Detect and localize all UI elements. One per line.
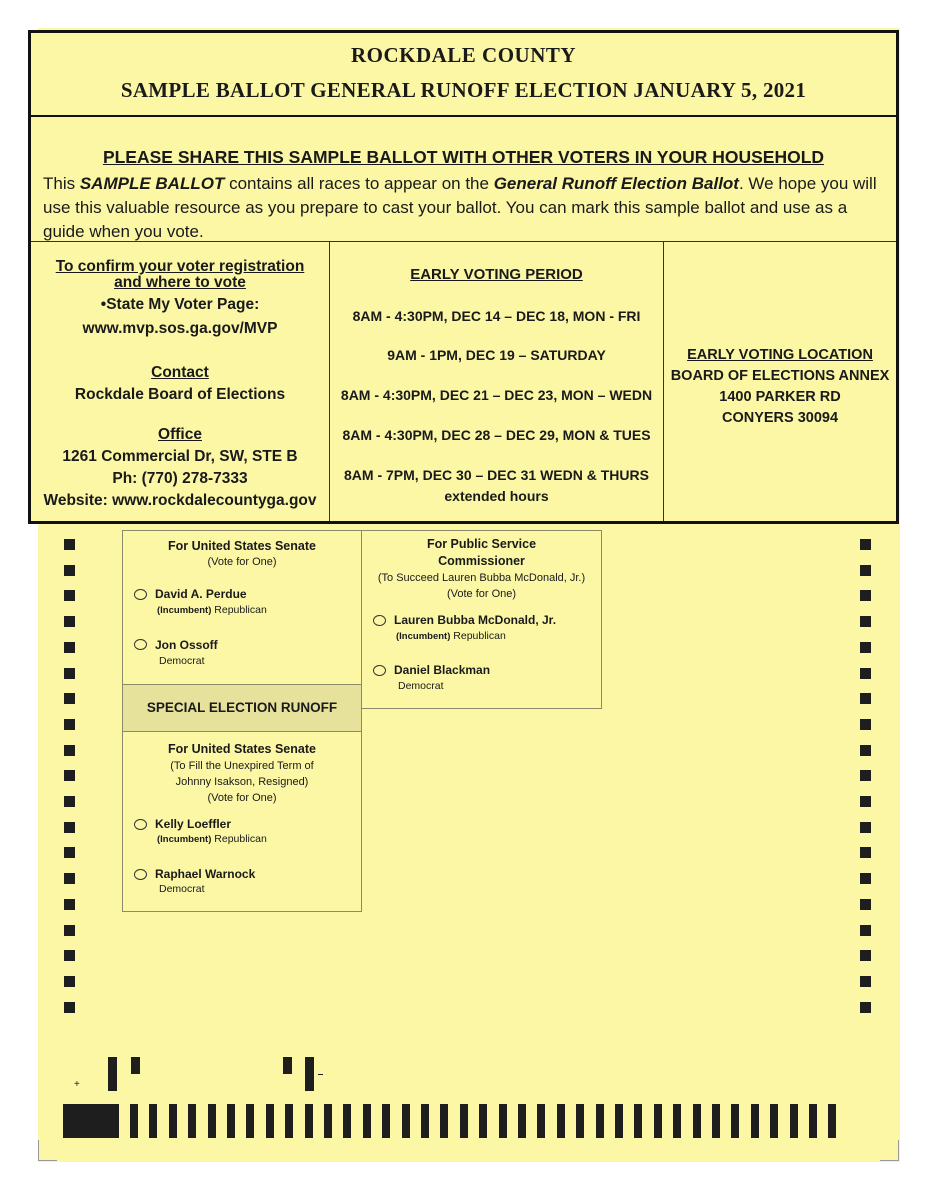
special-senate-contest	[122, 731, 362, 912]
timing-mark	[64, 565, 75, 576]
voting-period: 9AM - 1PM, DEC 19 – SATURDAY	[387, 347, 606, 363]
location-name: BOARD OF ELECTIONS ANNEX	[670, 368, 890, 384]
vote-instruction: (Vote for One)	[207, 792, 277, 804]
barcode-bar	[479, 1104, 487, 1138]
early-voting-heading: EARLY VOTING PERIOD	[410, 266, 583, 283]
barcode-bar	[615, 1104, 623, 1138]
barcode-bar	[693, 1104, 701, 1138]
barcode-bar	[343, 1104, 351, 1138]
intro-text-1: This	[43, 174, 80, 193]
timing-mark	[860, 796, 871, 807]
intro-paragraph	[43, 172, 878, 244]
registration-heading-1: To confirm your voter registration	[55, 258, 305, 275]
timing-mark	[860, 745, 871, 756]
candidate-name: Kelly Loeffler	[155, 817, 232, 831]
candidate-name: Jon Ossoff	[155, 638, 218, 652]
voting-period: 8AM - 7PM, DEC 30 – DEC 31 WEDN & THURS	[344, 467, 649, 483]
vote-oval[interactable]	[134, 869, 147, 880]
timing-mark	[860, 925, 871, 936]
intro-emphasis-1: SAMPLE BALLOT	[79, 174, 225, 193]
barcode-bar	[790, 1104, 798, 1138]
early-voting-column	[330, 242, 664, 521]
candidate-party: Democrat	[159, 883, 205, 895]
barcode-bar	[518, 1104, 526, 1138]
barcode-bar	[169, 1104, 177, 1138]
vote-instruction: (Vote for One)	[446, 588, 517, 600]
barcode-bar	[188, 1104, 196, 1138]
barcode-bar	[363, 1104, 371, 1138]
barcode-bar	[751, 1104, 759, 1138]
timing-mark	[64, 822, 75, 833]
barcode-bar	[634, 1104, 642, 1138]
candidate-name: Raphael Warnock	[155, 867, 256, 881]
timing-mark	[860, 873, 871, 884]
timing-mark	[64, 539, 75, 550]
timing-mark	[64, 899, 75, 910]
barcode-bar	[673, 1104, 681, 1138]
location-street: 1400 PARKER RD	[719, 389, 841, 405]
candidate-name: Daniel Blackman	[394, 663, 491, 677]
timing-mark	[860, 693, 871, 704]
timing-mark	[64, 745, 75, 756]
barcode-bar	[828, 1104, 836, 1138]
candidate-party	[396, 630, 506, 642]
location-column	[664, 242, 896, 521]
corner-mark	[880, 1140, 899, 1161]
contest-note: (To Fill the Unexpired Term of	[170, 760, 314, 772]
barcode-bar	[576, 1104, 584, 1138]
timing-mark	[860, 1002, 871, 1013]
barcode-bar	[731, 1104, 739, 1138]
voting-period: 8AM - 4:30PM, DEC 14 – DEC 18, MON - FRI	[352, 308, 641, 324]
barcode-bar	[227, 1104, 235, 1138]
timing-mark	[64, 847, 75, 858]
website-link[interactable]: Website: www.rockdalecountyga.gov	[43, 492, 317, 509]
barcode-bar	[770, 1104, 778, 1138]
party-label: Republican	[214, 604, 267, 616]
barcode-bar	[149, 1104, 157, 1138]
psc-contest	[361, 530, 602, 709]
orientation-mark	[305, 1057, 314, 1091]
ballot-header	[28, 30, 899, 524]
orientation-mark	[283, 1057, 292, 1074]
barcode-bar	[130, 1104, 138, 1138]
share-heading: PLEASE SHARE THIS SAMPLE BALLOT WITH OTHER VOTERS IN YOUR HOUSEHOLD	[102, 147, 825, 167]
contest-title: For Public Service	[426, 537, 537, 551]
voting-period: 8AM - 4:30PM, DEC 28 – DEC 29, MON & TUES	[342, 427, 651, 443]
timing-mark	[860, 976, 871, 987]
contest-note: Johnny Isakson, Resigned)	[175, 776, 309, 788]
barcode-bar	[208, 1104, 216, 1138]
barcode-start-block	[63, 1104, 119, 1138]
special-election-banner: SPECIAL ELECTION RUNOFF	[122, 684, 362, 732]
timing-mark	[64, 873, 75, 884]
location-heading: EARLY VOTING LOCATION	[687, 347, 873, 363]
timing-mark	[64, 925, 75, 936]
vote-oval[interactable]	[373, 615, 386, 626]
barcode-bar	[537, 1104, 545, 1138]
voter-page-link[interactable]: www.mvp.sos.ga.gov/MVP	[82, 320, 278, 337]
timing-mark	[860, 950, 871, 961]
timing-mark	[860, 822, 871, 833]
intro-text-2: contains all races to appear on the	[224, 174, 494, 193]
vote-oval[interactable]	[134, 639, 147, 650]
timing-mark	[64, 693, 75, 704]
barcode-bar	[305, 1104, 313, 1138]
senate-contest	[122, 530, 362, 686]
contact-heading: Contact	[151, 364, 209, 381]
registration-column	[31, 242, 330, 521]
office-heading: Office	[158, 426, 202, 443]
party-label: Republican	[453, 630, 506, 642]
registration-heading-2: and where to vote	[114, 274, 246, 291]
location-city: CONYERS 30094	[721, 410, 839, 426]
incumbent-label: (Incumbent)	[396, 631, 451, 642]
candidate-name: Lauren Bubba McDonald, Jr.	[394, 613, 557, 627]
timing-mark	[860, 590, 871, 601]
timing-mark	[860, 616, 871, 627]
timing-mark	[860, 899, 871, 910]
timing-mark	[860, 847, 871, 858]
barcode-bar	[654, 1104, 662, 1138]
intro-emphasis-2: General Runoff Election Ballot	[493, 174, 739, 193]
timing-mark	[64, 770, 75, 781]
vote-oval[interactable]	[134, 819, 147, 830]
barcode-bar	[324, 1104, 332, 1138]
barcode-bar	[596, 1104, 604, 1138]
vote-instruction: (Vote for One)	[207, 556, 277, 568]
barcode-bar	[266, 1104, 274, 1138]
contest-title: For United States Senate	[168, 539, 316, 553]
plus-sign: +	[74, 1079, 80, 1090]
contest-title: Commissioner	[438, 554, 525, 568]
candidate-party	[157, 833, 267, 845]
party-label: Republican	[214, 833, 267, 845]
office-address: 1261 Commercial Dr, SW, STE B	[62, 448, 298, 465]
timing-mark	[64, 668, 75, 679]
timing-mark	[64, 719, 75, 730]
timing-mark	[64, 642, 75, 653]
corner-mark	[38, 1140, 57, 1161]
candidate-party: Democrat	[159, 655, 205, 667]
timing-mark	[860, 719, 871, 730]
orientation-mark	[108, 1057, 117, 1091]
county-title: ROCKDALE COUNTY	[350, 43, 577, 67]
incumbent-label: (Incumbent)	[157, 834, 212, 845]
barcode-bar	[499, 1104, 507, 1138]
candidate-name: David A. Perdue	[155, 587, 247, 601]
info-grid	[31, 241, 896, 521]
incumbent-label: (Incumbent)	[157, 605, 212, 616]
barcode-bar	[382, 1104, 390, 1138]
timing-mark	[64, 616, 75, 627]
candidate-party: Democrat	[398, 680, 444, 692]
tick-mark	[318, 1074, 323, 1075]
contest-title: For United States Senate	[168, 742, 316, 756]
timing-mark	[64, 976, 75, 987]
contest-note: (To Succeed Lauren Bubba McDonald, Jr.)	[377, 572, 586, 584]
voter-page-label: •State My Voter Page:	[100, 296, 260, 313]
title-box	[31, 33, 896, 117]
barcode-bar	[246, 1104, 254, 1138]
orientation-mark	[131, 1057, 140, 1074]
timing-mark	[860, 539, 871, 550]
barcode-bar	[285, 1104, 293, 1138]
timing-mark	[64, 590, 75, 601]
voting-period: 8AM - 4:30PM, DEC 21 – DEC 23, MON – WEDN	[340, 387, 653, 403]
timing-mark	[64, 1002, 75, 1013]
vote-oval[interactable]	[134, 589, 147, 600]
barcode-bar	[712, 1104, 720, 1138]
timing-mark	[860, 770, 871, 781]
timing-mark	[64, 950, 75, 961]
timing-mark	[64, 796, 75, 807]
timing-mark	[860, 668, 871, 679]
intro-text-3: . We hope you will use this valuable resource as you prepare to cast your ballot. You can mark this sample ballot and use as a guide when you vote.	[43, 174, 877, 241]
vote-oval[interactable]	[373, 665, 386, 676]
barcode-bar	[460, 1104, 468, 1138]
barcode-bar	[421, 1104, 429, 1138]
barcode-bar	[557, 1104, 565, 1138]
barcode-bar	[402, 1104, 410, 1138]
barcode-bar	[440, 1104, 448, 1138]
office-phone: Ph: (770) 278-7333	[112, 470, 248, 487]
contact-name: Rockdale Board of Elections	[74, 386, 286, 403]
candidate-party	[157, 604, 267, 616]
barcode-bar	[809, 1104, 817, 1138]
election-title: SAMPLE BALLOT GENERAL RUNOFF ELECTION JANUARY 5, 2021	[120, 78, 807, 102]
timing-mark	[860, 642, 871, 653]
timing-mark	[860, 565, 871, 576]
extended-hours-note: extended hours	[444, 488, 549, 504]
